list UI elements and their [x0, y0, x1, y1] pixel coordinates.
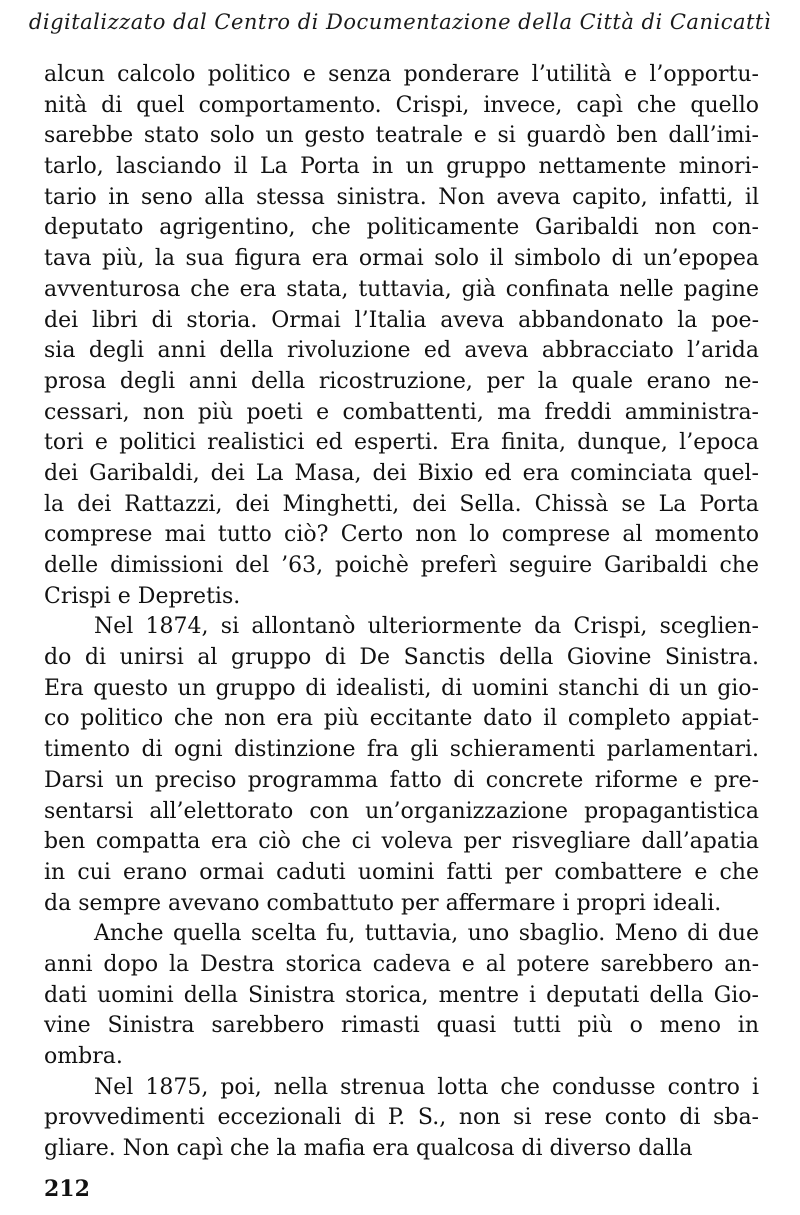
text-line: da sempre avevano combattuto per affermare i propri ideali. [44, 890, 722, 916]
page-number: 212 [44, 1176, 90, 1202]
text-line: dati uomini della Sinistra storica, mentre i deputati della Gio- [44, 982, 759, 1008]
text-line: Nel 1874, si allontanò ulteriormente da Crispi, sceglien- [94, 614, 759, 640]
paragraph [44, 60, 759, 612]
text-line: prosa degli anni della ricostruzione, per la quale erano ne- [44, 368, 759, 394]
text-line: sarebbe stato solo un gesto teatrale e si guardò ben dall’imi- [44, 123, 759, 149]
text-line: sia degli anni della rivoluzione ed aveva abbracciato l’arida [44, 338, 759, 364]
text-line: gliare. Non capì che la mafia era qualcosa di diverso dalla [44, 1136, 693, 1162]
paragraph [44, 1073, 759, 1165]
text-line: dei libri di storia. Ormai l’Italia aveva abbandonato la poe- [44, 307, 759, 333]
text-line: co politico che non era più eccitante dato il completo appiat- [44, 706, 759, 732]
text-line: timento di ogni distinzione fra gli schieramenti parlamentari. [44, 737, 759, 763]
digitization-watermark: digitalizzato dal Centro di Documentazione della Città di Canicattì [28, 10, 772, 34]
text-line: tori e politici realistici ed esperti. Era finita, dunque, l’epoca [44, 430, 759, 456]
text-line: delle dimissioni del ’63, poichè preferì seguire Garibaldi che [44, 553, 759, 578]
text-line: deputato agrigentino, che politicamente Garibaldi non con- [44, 215, 759, 241]
text-line: Crispi e Depretis. [44, 583, 241, 609]
text-line: ben compatta era ciò che ci voleva per risvegliare dall’apatia [44, 829, 759, 855]
text-line: avventurosa che era stata, tuttavia, già confinata nelle pagine [44, 276, 759, 302]
paragraph [44, 919, 759, 1072]
text-line: tarlo, lasciando il La Porta in un gruppo nettamente minori- [44, 154, 759, 180]
text-line: comprese mai tutto ciò? Certo non lo comprese al momento [44, 522, 759, 548]
text-line: provvedimenti eccezionali di P. S., non si rese conto di sba- [44, 1105, 759, 1131]
text-line: cessari, non più poeti e combattenti, ma freddi amministra- [44, 399, 759, 425]
text-line: Darsi un preciso programma fatto di concrete riforme e pre- [44, 767, 759, 793]
text-line: do di unirsi al gruppo di De Sanctis della Giovine Sinistra. [44, 645, 759, 671]
text-line: alcun calcolo politico e senza ponderare l’utilità e l’opportu- [44, 62, 759, 87]
paragraph [44, 612, 759, 919]
text-line: tava più, la sua figura era ormai solo il simbolo di un’epopea [44, 246, 759, 272]
text-line: Era questo un gruppo di idealisti, di uomini stanchi di un gio- [44, 675, 759, 701]
text-line: anni dopo la Destra storica cadeva e al potere sarebbero an- [44, 951, 759, 977]
text-line: la dei Rattazzi, dei Minghetti, dei Sella. Chissà se La Porta [44, 491, 759, 517]
text-line: tario in seno alla stessa sinistra. Non aveva capito, infatti, il [44, 184, 759, 210]
page-body [44, 60, 759, 1165]
text-line: Anche quella scelta fu, tuttavia, uno sbaglio. Meno di due [94, 921, 759, 947]
text-line: vine Sinistra sarebbero rimasti quasi tutti più o meno in [44, 1013, 759, 1039]
text-line: sentarsi all’elettorato con un’organizzazione propagantistica [44, 798, 759, 824]
text-line: nità di quel comportamento. Crispi, invece, capì che quello [44, 92, 759, 118]
text-line: in cui erano ormai caduti uomini fatti per combattere e che [44, 859, 759, 885]
text-line: dei Garibaldi, dei La Masa, dei Bixio ed era cominciata quel- [44, 460, 759, 486]
text-line: ombra. [44, 1044, 123, 1069]
text-line: Nel 1875, poi, nella strenua lotta che condusse contro i [94, 1074, 759, 1100]
